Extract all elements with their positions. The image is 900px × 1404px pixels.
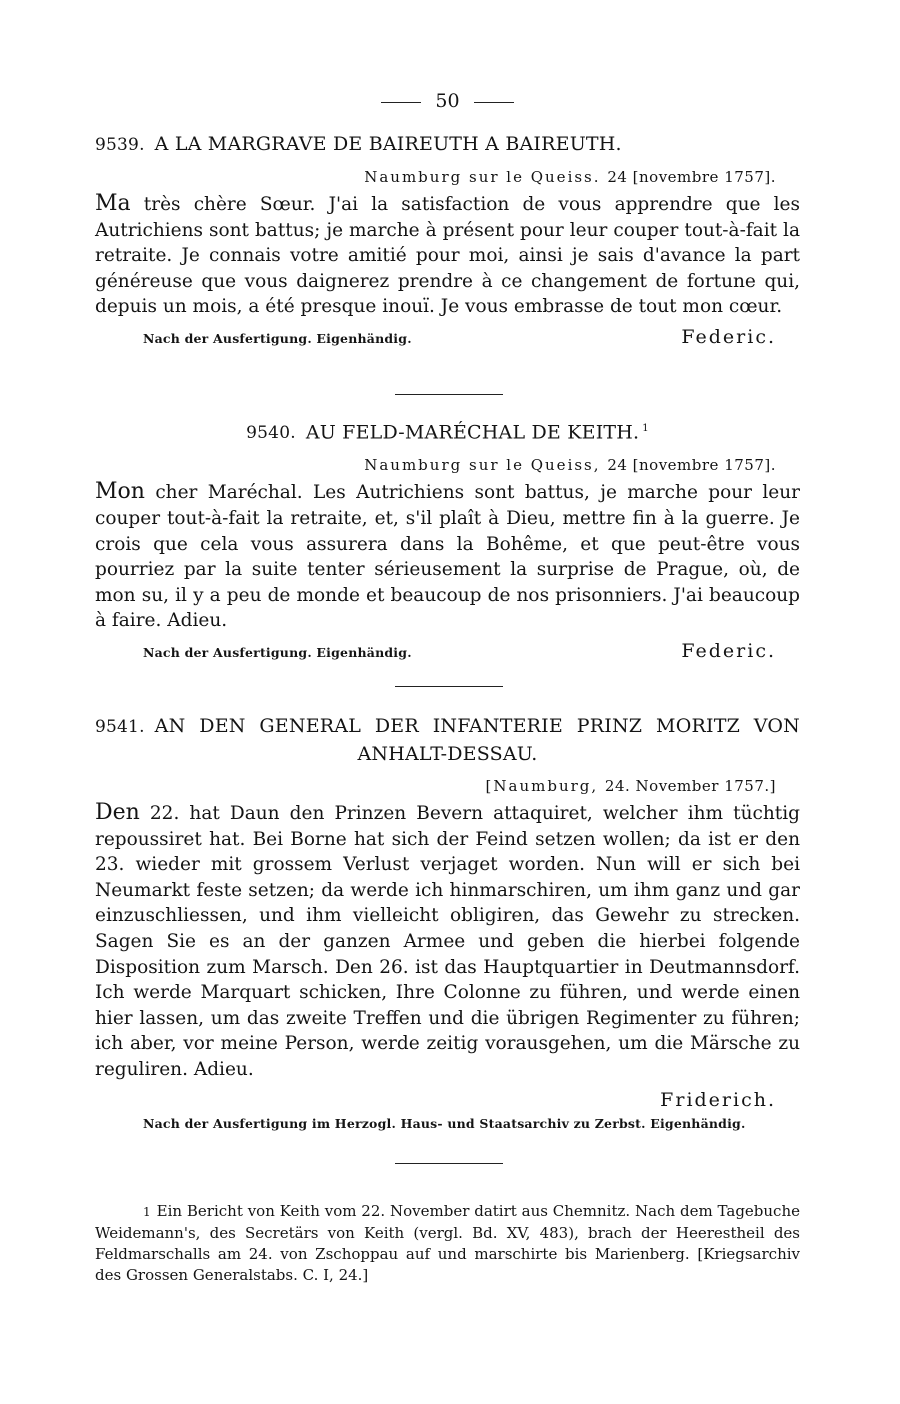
letter-text: 22. hat Daun den Prinzen Bevern attaquiret, welcher ihm tüchtig repoussiret hat. Bei Borne hat sich der Feind setzen wollen; da ist er den 23. wieder mit grossem Verlust verjaget worden. Nun will er sich bei Neumarkt feste setzen; da werde ich hinmarschiren, um ihm ganz und gar einzuschliessen, und ihm vielleicht obligiren, das Gewehr zu strecken. Sagen Sie es an der ganzen Armee und geben die hierbei folgende Disposition zum Marsch. Den 26. ist das Hauptquartier in Deutmannsdorf. Ich werde Marquart schicken, Ihre Colonne zu führen, und werde einen hier lassen, um das zweite Treffen und die übrigen Regimenter zu führen; ich aber, vor meine Person, werde zeitig vorausgehen, um die Märsche zu reguliren. Adieu. [95,803,800,1080]
letter-place: [Naumburg, [485,777,599,795]
letter-body [95,479,800,634]
letter-footer [95,636,800,662]
letter-dateline [95,774,800,798]
letter-initial: Mon [95,479,145,505]
letter-place: Naumburg sur le Queiss. [364,168,601,186]
letter-signature: Federic. [681,639,776,662]
letter-9539 [95,131,800,348]
letter-date: 24. November 1757.] [604,777,776,795]
document-page [95,0,800,1404]
separator-rule [395,394,503,395]
letter-title: A LA MARGRAVE DE BAIREUTH A BAIREUTH. [154,133,622,155]
letter-source: Nach der Ausfertigung. Eigenhändig. [143,330,412,346]
letter-number: 9540. [246,423,296,444]
letter-body [95,191,800,320]
letter-date: 24 [novembre 1757]. [607,456,776,475]
footnote-marker: 1 [642,423,649,434]
letter-signature: Federic. [681,325,776,348]
letter-source: Nach der Ausfertigung im Herzogl. Haus- und Staatsarchiv zu Zerbst. Eigenhändig. [143,1115,746,1131]
dash-left [381,102,421,103]
letter-source: Nach der Ausfertigung. Eigenhändig. [143,644,412,660]
letter-9540 [95,415,800,662]
letter-footer [95,322,800,348]
letter-place: Naumburg sur le Queiss, [364,456,601,475]
dash-right [474,102,514,103]
letter-date: 24 [novembre 1757]. [607,168,776,186]
letter-heading [95,415,800,447]
letter-title: AN DEN GENERAL DER INFANTERIE PRINZ MORITZ VON ANHALT-DESSAU. [154,715,800,765]
letter-footer [95,1113,800,1133]
footnote-text: Ein Bericht von Keith vom 22. November datirt aus Chemnitz. Nach dem Tagebuche Weidemann's, des Secretärs von Keith (vergl. Bd. XV, 483), brach der Heerestheil des Feldmarschalls am 24. von Zschoppau auf und marschirte bis Marienberg. [Kriegsarchiv des Grossen Generalstabs. C. I, 24.] [95,1202,800,1284]
page-number-line [95,88,800,114]
letter-dateline [95,453,800,477]
letter-number: 9541. [95,717,145,737]
letter-initial: Ma [95,191,131,216]
letter-initial: Den [95,800,140,825]
letter-heading [95,131,800,159]
separator-rule [395,1163,503,1164]
footnote-number: 1 [143,1205,151,1219]
letter-text: très chère Sœur. J'ai la satisfaction de vous apprendre que les Autrichiens sont battus; je marche à présent pour leur couper tout-à-fait la retraite. Je connais votre amitié pour moi, ainsi je sais d'avance la part généreuse que vous daignerez prendre à ce changement de fortune qui, depuis un mois, a été presque inouï. Je vous embrasse de tout mon cœur. [95,194,800,318]
letter-signature-row [95,1085,800,1111]
page-number: 50 [435,90,460,112]
letter-text: cher Maréchal. Les Autrichiens sont battus, je marche pour leur couper tout-à-fait la retraite, et, s'il plaît à Dieu, mettre fin à la guerre. Je crois que cela vous assurera dans la Bohême, et que peut-être vous pourriez par la suite tenter sérieusement la surprise de Prague, où, de mon su, il y a peu de monde et beaucoup de nos prisonniers. J'ai beaucoup à faire. Adieu. [95,482,800,632]
letter-dateline [95,165,800,189]
letter-number: 9539. [95,135,145,155]
letter-signature: Friderich. [660,1088,776,1111]
letter-heading [95,713,800,768]
footnote [95,1201,800,1286]
letter-body [95,800,800,1083]
separator-rule [395,686,503,687]
letter-title: AU FELD-MARÉCHAL DE KEITH. [305,421,640,444]
letter-9541 [95,713,800,1133]
